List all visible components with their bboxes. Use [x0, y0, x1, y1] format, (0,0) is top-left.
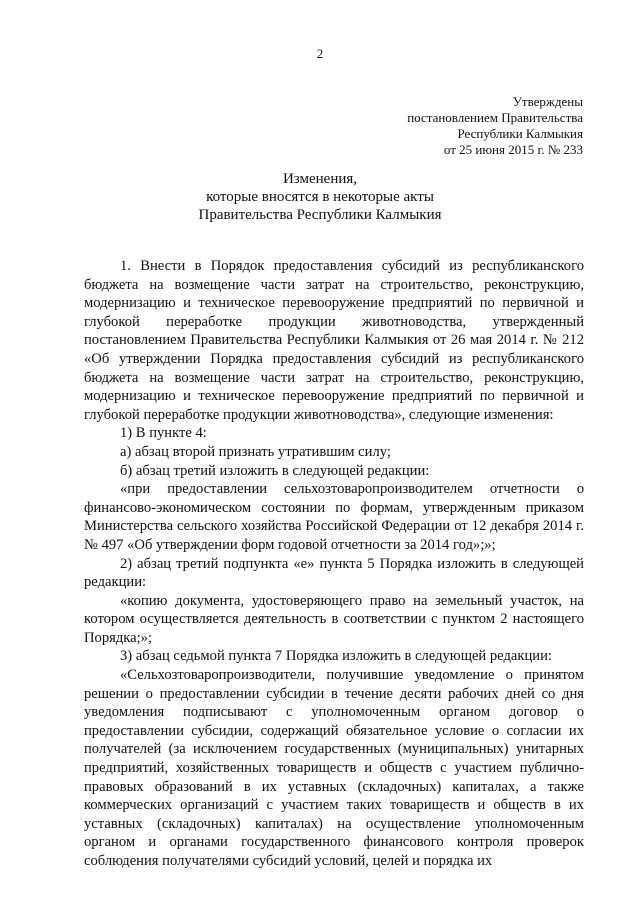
- paragraph: 3) абзац седьмой пункта 7 Порядка изложить в следующей редакции:: [120, 648, 552, 665]
- approval-line: Утверждены: [512, 94, 583, 109]
- approval-line: Республики Калмыкия: [457, 126, 583, 141]
- heading-line: Правительства Республики Калмыкия: [198, 207, 442, 223]
- paragraph: «при предоставлении сельхозтоваропроизводителем отчетности о финансово-экономическом состоянии по формам, утвержденным приказом Министерства сельского хозяйства Российской Федерации от 12 декабря 2014 г. № 497 «Об утверждении форм годовой отчетности за 2014 год»;»;: [84, 481, 584, 553]
- heading-line: Изменения,: [282, 171, 358, 187]
- paragraph: 1) В пункте 4:: [120, 425, 207, 442]
- paragraph: а) абзац второй признать утратившим силу;: [120, 443, 391, 460]
- page-number: 2: [316, 46, 324, 61]
- approval-line: от 25 июня 2015 г. № 233: [443, 142, 583, 157]
- paragraph: 2) абзац третий подпункта «е» пункта 5 Порядка изложить в следующей редакции:: [84, 555, 584, 591]
- paragraph: 1. Внести в Порядок предоставления субсидий из республиканского бюджета на возмещение части затрат на строительство, реконструкцию, модернизацию и техническое перевооружение предприятий по первичной и глубокой переработке продукции животноводства, утвержденный постановлением Правительства Республики Калмыкия от 26 мая 2014 г. № 212 «Об утверждении Порядка предоставления субсидий из республиканского бюджета на возмещение части затрат на строительство, реконструкцию, модернизацию и техническое перевооружение предприятий по первичной и глубокой переработке продукции животноводства», следующие изменения:: [84, 258, 584, 423]
- approval-line: постановлением Правительства: [407, 110, 583, 125]
- paragraph: б) абзац третий изложить в следующей редакции:: [120, 462, 430, 479]
- document-body: [84, 257, 584, 871]
- approval-block: [407, 94, 583, 158]
- paragraph: «копию документа, удостоверяющего право на земельный участок, на котором осуществляется деятельность в соответствии с пунктом 2 настоящего Порядка;»;: [84, 592, 584, 646]
- document-heading: [0, 170, 640, 224]
- heading-line: которые вносятся в некоторые акты: [206, 189, 434, 205]
- paragraph: «Сельхозтоваропроизводители, получившие уведомление о принятом решении о предоставлении субсидии в течение десяти рабочих дней со дня уведомления подписывают с уполномоченным органом договор о предоставлении субсидии, содержащий обязательное условие о согласии их получателей (за исключением государственных (муниципальных) унитарных предприятий, хозяйственных товариществ и обществ с участием публично-правовых образований в их уставных (складочных) капиталах, а также коммерческих организаций с участием таких товариществ и обществ в их уставных (складочных) капиталах) на осуществление уполномоченным органом и органами государственного финансового контроля проверок соблюдения получателями субсидий условий, целей и порядка их: [84, 667, 584, 869]
